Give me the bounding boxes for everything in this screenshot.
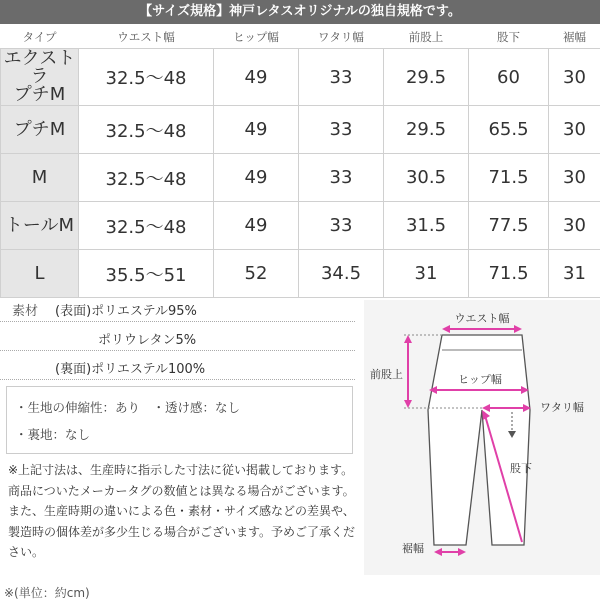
material-label: 素材: [12, 300, 38, 319]
table-cell: 33: [299, 106, 384, 154]
table-cell: 49: [214, 154, 299, 202]
header-type: タイプ: [1, 26, 79, 49]
unit-note: ※(単位：約cm): [4, 584, 90, 601]
material-line-1: (表面)ポリエステル95%: [55, 300, 197, 319]
table-cell: 30: [549, 49, 600, 106]
divider: [0, 350, 355, 351]
row-type-cell: プチM: [1, 106, 79, 154]
banner-prefix: 【サイズ規格】: [139, 4, 229, 19]
hip-label: ヒップ幅: [458, 372, 502, 386]
table-cell: 32.5〜48: [79, 154, 214, 202]
table-cell: 30: [549, 202, 600, 250]
thigh-label: ワタリ幅: [540, 400, 584, 414]
header-inseam: 股下: [469, 26, 549, 49]
table-cell: 33: [299, 202, 384, 250]
table-cell: 71.5: [469, 154, 549, 202]
inseam-label: 股下: [510, 462, 532, 475]
table-row: [1, 49, 600, 106]
divider: [0, 379, 355, 380]
table-cell: 35.5〜51: [79, 250, 214, 298]
table-header-row: [1, 26, 600, 49]
table-cell: 77.5: [469, 202, 549, 250]
disclaimer-note: ※上記寸法は、生産時に指示した寸法に従い掲載しております。商品についたメーカータグの数値とは異なる場合がございます。また、生産時期の違いによる色・素材・サイズ感などの差異や、製造時の個体差が多少生じる場合がございます。予めご了承ください。: [8, 460, 358, 563]
table-cell: 30: [549, 154, 600, 202]
properties-line-1: ・生地の伸縮性：あり ・透け感：なし: [15, 398, 240, 416]
table-row: [1, 202, 600, 250]
properties-line-2: ・裏地：なし: [15, 425, 90, 443]
header-waist: ウエスト幅: [79, 26, 214, 49]
table-cell: 29.5: [384, 49, 469, 106]
table-cell: 34.5: [299, 250, 384, 298]
table-cell: 49: [214, 49, 299, 106]
table-cell: 31: [384, 250, 469, 298]
table-cell: 33: [299, 49, 384, 106]
table-cell: 31.5: [384, 202, 469, 250]
divider: [0, 321, 355, 322]
row-type-cell: トールM: [1, 202, 79, 250]
table-cell: 49: [214, 106, 299, 154]
rise-label: 前股上: [370, 367, 403, 381]
table-cell: 33: [299, 154, 384, 202]
table-cell: 32.5〜48: [79, 106, 214, 154]
table-cell: 71.5: [469, 250, 549, 298]
header-rise: 前股上: [384, 26, 469, 49]
table-cell: 29.5: [384, 106, 469, 154]
hem-label: 裾幅: [402, 541, 424, 555]
waist-label: ウエスト幅: [455, 311, 510, 325]
table-cell: 31: [549, 250, 600, 298]
table-cell: 30.5: [384, 154, 469, 202]
table-cell: 60: [469, 49, 549, 106]
banner-text: 神戸レタスオリジナルの独自規格です。: [229, 4, 461, 19]
row-type-cell: L: [1, 250, 79, 298]
table-row: [1, 250, 600, 298]
table-row: [1, 154, 600, 202]
row-type-cell: M: [1, 154, 79, 202]
table-cell: 65.5: [469, 106, 549, 154]
table-cell: 30: [549, 106, 600, 154]
properties-box: [6, 386, 353, 454]
table-cell: 32.5〜48: [79, 49, 214, 106]
table-cell: 52: [214, 250, 299, 298]
table-row: [1, 106, 600, 154]
table-cell: 32.5〜48: [79, 202, 214, 250]
material-line-3: (裏面)ポリエステル100%: [55, 358, 205, 377]
header-thigh: ワタリ幅: [299, 26, 384, 49]
header-hip: ヒップ幅: [214, 26, 299, 49]
title-banner: [0, 0, 600, 24]
pants-diagram: [364, 300, 600, 575]
row-type-cell: エクストラ プチM: [1, 49, 79, 106]
material-line-2: ポリウレタン5%: [98, 329, 196, 348]
header-hem: 裾幅: [549, 26, 600, 49]
size-table: [0, 26, 600, 298]
table-cell: 49: [214, 202, 299, 250]
